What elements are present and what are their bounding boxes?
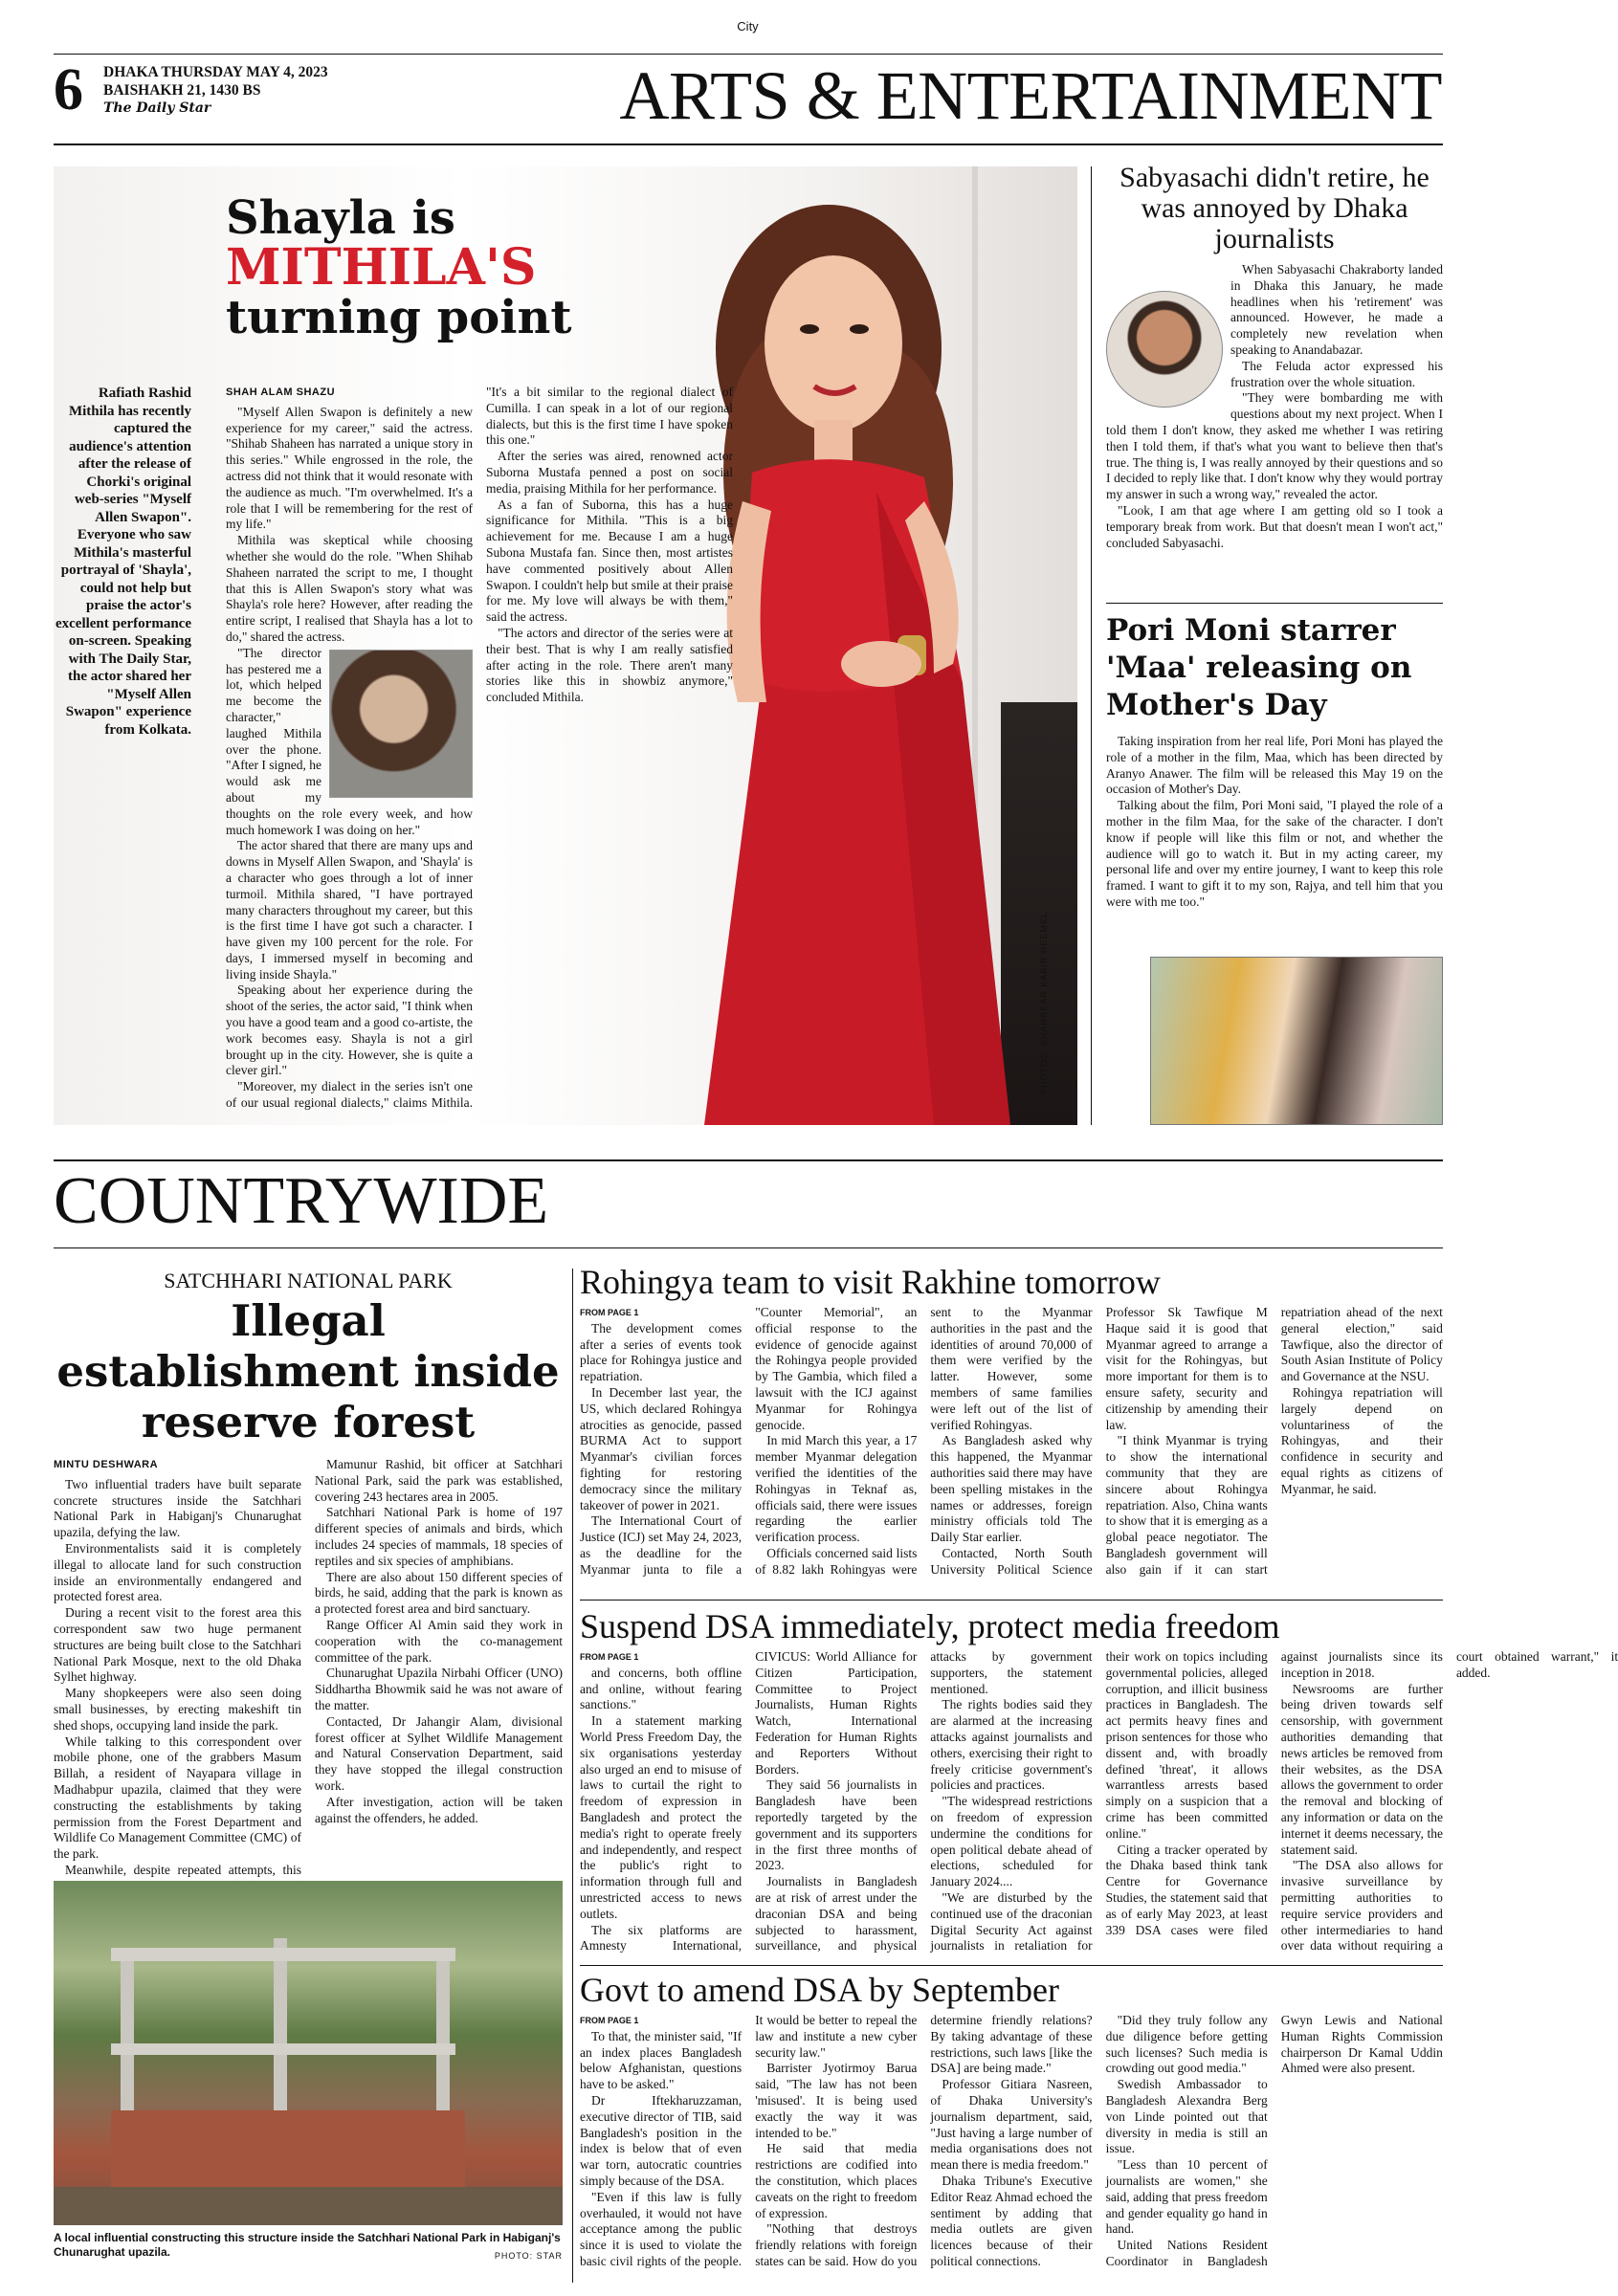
porimoni-body	[1106, 734, 1443, 911]
forest-headline: Illegal establishment inside reserve forest	[56, 1295, 560, 1447]
mithila-intro: Rafiath Rashid Mithila has recently captured the audience's attention after the release of Chorki's original web-series "Myself Allen Swapon". Everyone who saw Mithila's masterful portrayal of 'Shayla', could not help but praise the actor's excellent performance on-screen. Speaking with The Daily Star, the actor shared her "Myself Allen Swapon" experience from Kolkata.	[55, 386, 191, 738]
paragraph: He said that media restrictions are codified into the constitution, which places caveats on the right to freedom of expression.	[755, 2141, 918, 2220]
paragraph: Citing a tracker operated by the Dhaka based think tank Centre for Governance Studies, the statement said that as of early May 2023, at least 339 DSA cases were filed against journalists since its inception in 2018.	[1105, 1649, 1443, 1937]
forest-body	[54, 1457, 563, 1935]
paragraph: There are also about 150 different species of birds, he said, adding that the park is known as a protected forest area and bird sanctuary.	[315, 1569, 563, 1617]
from-page: FROM PAGE 1	[580, 1308, 639, 1317]
paragraph: To that, the minister said, "If an index places Bangladesh below Afghanistan, questions have to be asked."	[580, 2028, 743, 2092]
paragraph: In December last year, the US, which declared Rohingya atrocities as genocide, passed BURMA Act to support Myanmar's civilian forces fighting for restoring democracy since the military takeover of power in 2021.	[580, 1384, 743, 1512]
porimoni-story	[1106, 612, 1443, 911]
paragraph: The actor shared that there are many ups and downs in Myself Allen Swapon, and 'Shayla' is a character who goes through a lot of inner turmoil. Mithila shared, "I have portrayed many characters throughout my career, but this is the first time I have got such a character. I have given my 100 percent for the role. For days, I immersed myself in becoming and living inside Shayla."	[226, 838, 473, 982]
mithila-feature	[54, 166, 1077, 1125]
from-page: FROM PAGE 1	[580, 1652, 639, 1662]
paragraph: Taking inspiration from her real life, Pori Moni has played the role of a mother in the film, Maa, which has been directed by Aranyo Anawer. The film will be released this May 19 on the occasion of Mother's Day.	[1106, 734, 1443, 797]
porimoni-photo	[1150, 957, 1443, 1125]
countrywide-column-rule	[572, 1269, 573, 2283]
paragraph: Talking about the film, Pori Moni said, "I played the role of a mother in the film Maa, for the sake of the character. I don't know if people will like this film or not, and whether the audience will go to watch it. But in my acting career, my personal life and over my entire journey, I want to keep this role framed. I want to gift it to my son, Rajya, and tell him that you were with me too."	[1106, 798, 1443, 909]
paragraph: Officials concerned said lists of 8.82 lakh Rohingyas were sent to the Myanmar authorities in the past and the identities of around 70,000 of them were verified by the latter. However, some members of same families were left out of the list of verified Rohingyas.	[755, 1305, 1093, 1577]
paragraph: Professor Gitiara Nasreen, of Dhaka University's journalism department, said, "Just having a large number of media organisations does not mean there is media freedom."	[930, 2077, 1093, 2173]
paragraph: "They were bombarding me with questions about my next project. When I told them I don't know, they asked me whether I was retiring then I told them, if that's what you want to believe then that's true. The thing is, I was really annoyed by their questions and so I decided to reply like that. I don't know why they would portray my answer in such a wrong way," revealed the actor.	[1106, 390, 1443, 502]
rohingya-headline: Rohingya team to visit Rakhine tomorrow	[580, 1263, 1161, 1301]
dsa-suspend-rule	[580, 1965, 1443, 1966]
dsa-amend-headline: Govt to amend DSA by September	[580, 1971, 1059, 2009]
paragraph: Speaking about her experience during the shoot of the series, the actor said, "I think when you have a good team and a good co-artiste, the work becomes easy. Shayla is not a girl brought up in the city. However, she is quite a clever girl."	[226, 982, 473, 1078]
date-english: DHAKA THURSDAY MAY 4, 2023	[103, 64, 328, 80]
headline-line-2: MITHILA'S	[226, 238, 537, 297]
caption-credit: PHOTO: STAR	[494, 2251, 563, 2261]
paragraph: Two influential traders have built separate concrete structures inside the Satchhari National Park in Habiganj's Chunarughat upazila, defying the law.	[54, 1476, 301, 1540]
mithila-body	[226, 385, 733, 1112]
paragraph: "We are disturbed by the continued use of the draconian Digital Security Act against journalists in retaliation for their work on topics including governmental policies, alleged corruption, and illicit business practices in Bangladesh. The act permits heavy fines and prison sentences for those who dissent and, with broadly defined 'threat', it allows warrantless arrests based simply on a suspicion that a crime has been committed online."	[930, 1649, 1268, 1954]
date-bangla: BAISHAKH 21, 1430 BS	[103, 82, 261, 99]
mithila-inset-photo	[329, 650, 473, 798]
header-bottom-rule	[54, 144, 1443, 145]
paragraph: Rohingya repatriation will largely depend on voluntariness of the Rohingyas, and their confidence in security and equal rights as citizens of Myanmar, he said.	[1280, 1384, 1443, 1496]
paragraph: "Moreover, my dialect in the series isn't one of our usual regional dialects," claims Mithila. "It's a bit similar to the regional dialect of Cumilla. I can speak in a lot of our regional dialects, but this is the first time I have spoken this one."	[226, 385, 733, 1111]
masthead-logo: The Daily Star	[103, 100, 211, 116]
sabyasachi-photo	[1106, 291, 1223, 408]
dsa-suspend-story	[580, 1607, 1618, 1960]
section-title: ARTS & ENTERTAINMENT	[619, 57, 1442, 134]
countrywide-title: COUNTRYWIDE	[54, 1164, 549, 1238]
paragraph: Range Officer Al Amin said they work in cooperation with the co-management committee of the park.	[315, 1617, 563, 1665]
paragraph: Meanwhile, despite repeated attempts, this	[65, 1862, 301, 1877]
rohingya-body	[580, 1305, 1443, 1594]
paragraph: "The widespread restrictions on freedom of expression undermine the conditions for open political debate ahead of elections, scheduled for January 2024....	[930, 1794, 1093, 1889]
paragraph: Dhaka Tribune's Executive Editor Reaz Ahmad echoed the sentiment by adding that media outlets are given licences because of their political connections.	[930, 2173, 1093, 2268]
paragraph: Journalists in Bangladesh are at risk of arrest under the draconian DSA and being subjected to harassment, surveillance, and physical attacks by government supporters, the statement mentioned.	[755, 1649, 1093, 1954]
paragraph: "Even if this law is fully overhauled, it would not have acceptance among the public since it is used to violate the basic civil rights of the people. It would be better to repeal the law and institute a new cyber security law."	[580, 2013, 918, 2268]
paragraph: In a statement marking World Press Freedom Day, the six organisations yesterday also urged an end to misuse of laws to curtail the right to freedom of expression in Bangladesh and protect the media's right to operate freely and independently, and respect the public's right to information through full and unrestricted access to news outlets.	[580, 1713, 743, 1921]
from-page: FROM PAGE 1	[580, 2016, 639, 2025]
section-label: City	[737, 19, 759, 33]
paragraph: The International Court of Justice (ICJ) set May 24, 2023, as the deadline for the Myanmar junta to file a "Counter Memorial", an official response to the evidence of genocide against the Rohingya people provided by The Gambia, which filed a lawsuit with the ICJ against Myanmar for Rohingya genocide.	[580, 1305, 918, 1577]
dsa-amend-story	[580, 1971, 1443, 2285]
paragraph: "Nothing that destroys friendly relations with foreign states can be said. How do you determine friendly relations? By taking advantage of these restrictions, such laws [like the DSA] are being made."	[755, 2013, 1093, 2268]
paragraph: In mid March this year, a 17 member Myanmar delegation verified the identities of the Rohingyas in Teknaf as, officials said, there were issues regarding the earlier verification process.	[755, 1433, 918, 1545]
forest-caption	[54, 2231, 563, 2263]
paragraph: Swedish Ambassador to Bangladesh Alexandra Berg von Linde pointed out that diversity in media is still an issue.	[1105, 2077, 1268, 2156]
sabyasachi-rule	[1106, 603, 1443, 604]
paragraph: After the series was aired, renowned actor Suborna Mustafa penned a post on social media, praising Mithila for her performance.	[486, 449, 733, 496]
paragraph: As Bangladesh asked why this happened, the Myanmar authorities said there may have been spelling mistakes in the names or addresses, foreign ministry officials told The Daily Star earlier.	[930, 1433, 1093, 1545]
paragraph: They said 56 journalists in Bangladesh have been reportedly targeted by the government and its supporters in the first three months of 2023.	[755, 1777, 918, 1873]
paragraph: "Look, I am that age where I am getting old so I took a temporary break from work. But that doesn't mean I won't act," concluded Sabyasachi.	[1106, 502, 1443, 550]
paragraph: Many shopkeepers were also seen doing small businesses, by erecting makeshift tin shed shops, occupying land inside the park.	[54, 1686, 301, 1733]
rohingya-rule	[580, 1600, 1443, 1601]
sabyasachi-story	[1106, 163, 1443, 551]
paragraph: "The DSA also allows for invasive surveillance by permitting authorities to require service providers and other intermediaries to hand over data without requiring a court obtained warrant," it added.	[1280, 1649, 1618, 1954]
paragraph: When Sabyasachi Chakraborty landed in Dhaka this January, he made headlines when his 'retirement' was announced. However, he made a completely new revelation when speaking to Anandabazar.	[1230, 262, 1443, 357]
paragraph: United Nations Resident Coordinator in Bangladesh Gwyn Lewis and National Human Rights Commission chairperson Dr Kamal Uddin Ahmed were also present.	[1105, 2013, 1443, 2268]
paragraph: While talking to this correspondent over mobile phone, one of the grabbers Masum Billah, a resident of Nayapara village in Madhabpur upazila, claimed that they were constructing the establishments by taking permission from the Forest Department and Wildlife Co Management Committee (CMC) of the park.	[54, 1733, 301, 1862]
dsa-amend-body	[580, 2013, 1443, 2285]
dsa-suspend-body	[580, 1649, 1618, 1960]
page-number: 6	[54, 57, 83, 122]
countrywide-bottom-rule	[54, 1247, 1443, 1248]
paragraph: Contacted, Dr Jahangir Alam, divisional forest officer at Sylhet Wildlife Management and Natural Conservation Department, said they have stopped the illegal construction work.	[315, 1713, 563, 1793]
construction-structure	[54, 1881, 563, 2225]
paragraph: The rights bodies said they are alarmed at the increasing attacks against journalists and others, exercising their right to freely criticise government's policies and practices.	[930, 1697, 1093, 1793]
paragraph: "I think Myanmar is trying to show the international community that they are sincere about Rohingya repatriation. Also, China wants to show that it is emerging as a global peace negotiator. The Bangladesh government will also gain if it can start repatriation ahead of the next general election," said Tawfique, also the director of South Asian Institute of Policy and Governance at the NSU.	[1105, 1305, 1443, 1577]
paragraph: "The actors and director of the series were at their best. That is why I am really satisfied after acting in the role. There aren't many stories like this in showbiz anymore," concluded Mithila.	[486, 625, 733, 705]
paragraph: Chunarughat Upazila Nirbahi Officer (UNO) Siddhartha Bhowmik said he was not aware of the matter.	[315, 1666, 563, 1712]
paragraph: After investigation, action will be taken against the offenders, he added.	[315, 1794, 563, 1825]
mithila-headline	[226, 193, 685, 342]
headline-line-1: Shayla is	[226, 191, 455, 245]
forest-story	[54, 1269, 563, 1935]
right-column-rule	[1091, 166, 1092, 1125]
paragraph: Barrister Jyotirmoy Barua said, "The law has not been 'misused'. It is being used exactly the way it was intended to be."	[755, 2061, 918, 2140]
countrywide-top-rule	[54, 1159, 1443, 1161]
dateline	[103, 63, 328, 118]
paragraph: Newsrooms are further being driven towards self censorship, with government authorities demanding that news articles be removed from their websites, as the DSA allows the government to order the removal and blocking of any information or data on the internet it deems necessary, the statement said.	[1280, 1681, 1443, 1857]
paragraph: The six platforms are Amnesty International, CIVICUS: World Alliance for Citizen Participation, Committee to Project Journalists, Human Rights Watch, International Federation for Human Rights and Reporters Without Borders.	[580, 1649, 918, 1954]
paragraph: Mithila was skeptical while choosing whether she would do the role. "When Shihab Shaheen narrated the script to me, I thought that this is Allen Swapon's story what was Shayla's role here? However, after reading the entire script, I realised that Shayla has a lot to do," shared the actress.	[226, 533, 473, 644]
paragraph: The development comes after a series of events took place for Rohingya justice and repatriation.	[580, 1320, 743, 1384]
rohingya-story	[580, 1263, 1443, 1594]
mithila-photo-credit: PHOTOS: SHAHREAR KABIR HEEMEL	[1039, 912, 1049, 1094]
header-top-rule	[54, 54, 1443, 55]
paragraph: Mamunur Rashid, bit officer at Satchhari National Park, said the park was established, covering 243 hectares area in 2005.	[315, 1457, 563, 1504]
dsa-suspend-headline: Suspend DSA immediately, protect media freedom	[580, 1607, 1280, 1645]
forest-photo	[54, 1881, 563, 2225]
paragraph: Dr Iftekharuzzaman, executive director of TIB, said Bangladesh's position in the index is below that of even war torn, autocratic countries simply because of the DSA.	[580, 2092, 743, 2188]
porimoni-headline: Pori Moni starrer 'Maa' releasing on Mother's Day	[1106, 613, 1412, 722]
forest-byline: MINTU DESHWARA	[54, 1459, 159, 1470]
paragraph: As a fan of Suborna, this has a huge significance for Mithila. "This is a big achievement for me. Because I am a huge Subona Mustafa fan. Since then, most artistes have commented positively about Allen Swapon. I couldn't help but smile at their praise for me. My love will always be with them," said the actress.	[486, 497, 733, 625]
paragraph: Environmentalists said it is completely illegal to allocate land for such construction inside an environmentally endangered and protected forest area.	[54, 1540, 301, 1604]
headline-line-3: turning point	[226, 291, 572, 344]
sabyasachi-headline: Sabyasachi didn't retire, he was annoyed by Dhaka journalists	[1119, 162, 1430, 254]
paragraph: "The director has pestered me a lot, which helped me become the character," laughed Mithila over the phone. "After I signed, he would ask me about my thoughts on the role every week, and how much homework I was doing on her."	[226, 645, 473, 837]
paragraph: "Less than 10 percent of journalists are women," she said, adding that press freedom and gender equality go hand in hand.	[1105, 2157, 1268, 2237]
paragraph: "Did they truly follow any due diligence before getting such licenses? Such media is crowding out good media."	[1105, 2013, 1268, 2076]
paragraph: Contacted, North South University Political Science Professor Sk Tawfique M Haque said it is good that Myanmar agreed to arrange a visit for the Rohingyas, but more important for them is to ensure safety, security and citizenship by amending their law.	[930, 1305, 1268, 1577]
paragraph: "Myself Allen Swapon is definitely a new experience for my career," said the actress. "Shihab Shaheen has narrated a unique story in this series." While engrossed in the role, the actress did not think that it would resonate with the audience as much. "I'm overwhelmed. It's a role that I will be remembering for the rest of my life."	[226, 404, 473, 532]
mithila-byline: SHAH ALAM SHAZU	[226, 386, 336, 398]
paragraph: During a recent visit to the forest area this correspondent saw two huge permanent structures are being built close to the Satchhari National Park Mosque, next to the old Dhaka Sylhet highway.	[54, 1605, 301, 1685]
paragraph: Satchhari National Park is home of 197 different species of animals and birds, which includes 24 species of mammals, 18 species of reptiles and six species of amphibians.	[315, 1505, 563, 1568]
paragraph: and concerns, both offline and online, without fearing sanctions."	[580, 1665, 743, 1712]
paragraph: The Feluda actor expressed his frustration over the whole situation.	[1230, 358, 1443, 389]
forest-kicker: SATCHHARI NATIONAL PARK	[164, 1269, 453, 1292]
caption-text: A local influential constructing this structure inside the Satchhari National Park in Habiganj's Chunarughat upazila.	[54, 2231, 561, 2259]
